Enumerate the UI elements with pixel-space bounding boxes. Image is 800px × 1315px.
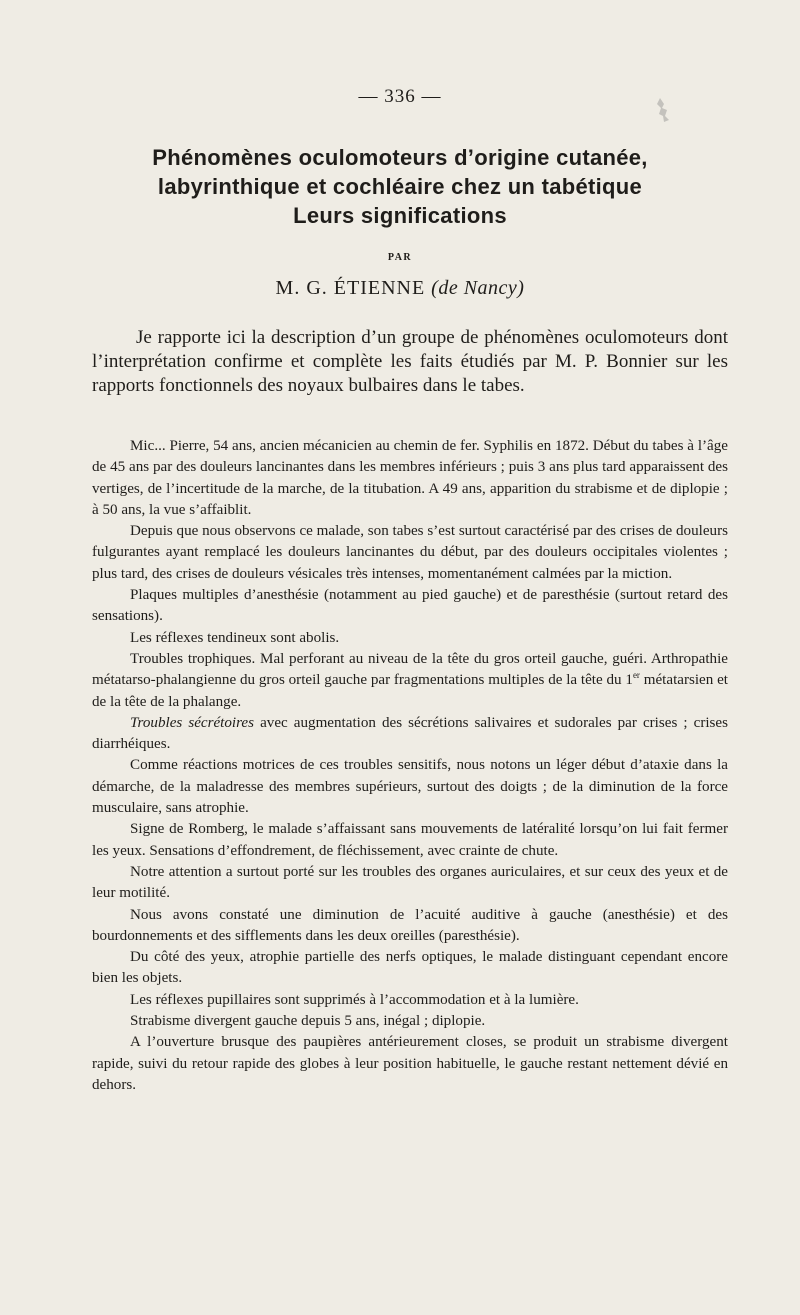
trophic-text-start: Troubles trophiques. Mal perforant au niveau de la tête du gros orteil gauche, guéri. Arthropathie métatarso-phalangienne du gros orteil gauche par fragmentations multiples de la tête du 1 [92,650,728,689]
paragraph-attention: Notre attention a surtout porté sur les troubles des organes auriculaires, et sur ceux des yeux et de leur motilité. [92,863,728,902]
paragraph-reflexes: Les réflexes tendineux sont abolis. [130,629,340,646]
article-title [100,143,700,230]
paragraph-eyelid-opening: A l’ouverture brusque des paupières antérieurement closes, se produit un strabisme divergent rapide, suivi du retour rapide des globes à leur position habituelle, le gauche restant nettement dévié en dehors. [92,1034,728,1093]
paragraph-case-history: Mic... Pierre, 54 ans, ancien mécanicien au chemin de fer. Syphilis en 1872. Début du tabes à l’âge de 45 ans par des douleurs lancinantes dans les membres inférieurs ; puis 3 ans plus tard apparaissent des vertiges, de l’incertitude de la marche, de la titubation. A 49 ans, apparition du strabisme et de diplopie ; à 50 ans, la vue s’affaiblit. [92,438,728,518]
paragraph-eyes: Du côté des yeux, atrophie partielle des nerfs optiques, le malade distinguant cependant encore bien les objets. [92,949,728,987]
author-name: M. G. ÉTIENNE [275,277,426,299]
paragraph-evolution: Depuis que nous observons ce malade, son tabes s’est surtout caractérisé par des crises de douleurs fulgurantes ayant remplacé les douleurs lancinantes du début, par des douleurs occipitales violentes ; plus tard, des crises de douleurs vésicales très intenses, momentanément calmées par la miction. [92,523,728,582]
intro-paragraph: Je rapporte ici la description d’un groupe de phénomènes oculomoteurs dont l’interprétation confirme et complète les faits étudiés par M. P. Bonnier sur les rapports fonctionnels des noyaux bulbaires dans le tabes. [92,327,728,396]
author-affiliation: (de Nancy) [431,277,525,299]
byline-par: PAR [387,252,413,263]
paragraph-anesthesia: Plaques multiples d’anesthésie (notamment au pied gauche) et de paresthésie (surtout retard des sensations). [92,587,728,625]
paragraph-strabismus: Strabisme divergent gauche depuis 5 ans, inégal ; diplopie. [130,1013,486,1030]
paragraph-hearing: Nous avons constaté une diminution de l’acuité auditive à gauche (anesthésie) et des bourdonnements et des sifflements dans les deux oreilles (paresthésie). [92,906,728,944]
intro-section [92,326,728,398]
secretory-italic-heading: Troubles sécrétoires [130,714,255,731]
author-line [0,277,800,300]
paragraph-pupillary: Les réflexes pupillaires sont supprimés à l’accommodation et à la lumière. [130,991,579,1008]
paragraph-romberg: Signe de Romberg, le malade s’affaissant sans mouvements de latéralité lorsqu’on lui fait fermer les yeux. Sensations d’effondrement, de fléchissement, avec crainte de chute. [92,821,728,859]
paragraph-trophic [92,649,728,713]
ordinal-superscript: er [632,670,640,681]
title-line-1: Phénomènes oculomoteurs d’origine cutanée, [152,145,648,170]
observation-body [92,436,728,1096]
paragraph-motor: Comme réactions motrices de ces troubles sensitifs, nous notons un léger début d’ataxie dans la démarche, de la maladresse des membres supérieurs, surtout des doigts ; de la diminution de la force musculaire, sans atrophie. [92,757,728,817]
paragraph-secretory [92,713,728,756]
title-line-2: labyrinthique et cochléaire chez un tabétique [157,174,643,199]
trophic-text-end: métatarsien et de la tête de la phalange. [92,672,728,710]
secretory-text: avec augmentation des sécrétions salivaires et sudorales par crises ; crises diarrhéiques. [92,714,728,753]
title-line-3: Leurs significations [293,203,507,228]
page-number: — 336 — [358,86,442,107]
